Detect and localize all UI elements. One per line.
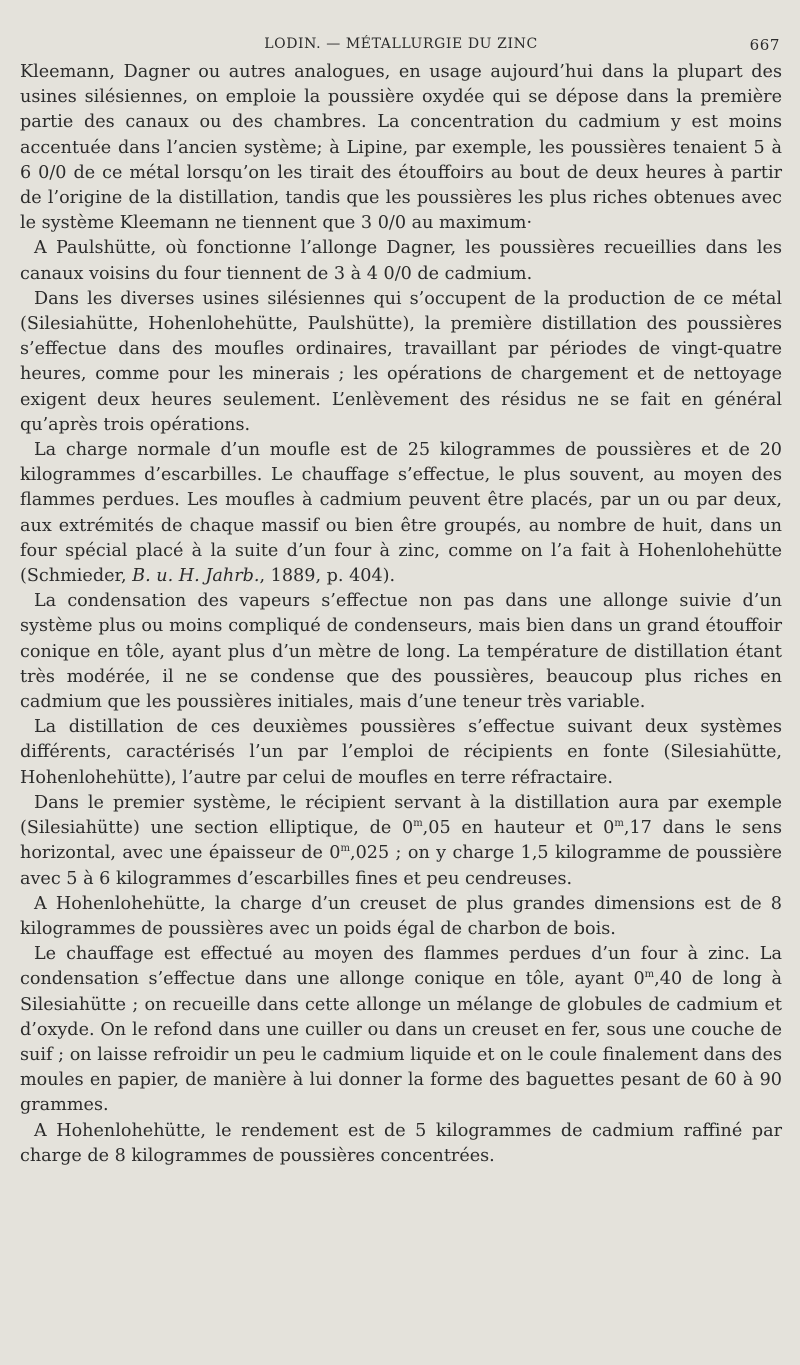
paragraph: La condensation des vapeurs s’effectue non pas dans une allonge suivie d’un système plus ou moins compliqué de condenseurs, mais bien dans un grand étouffoir conique en tôle, ayant plus d’un mètre de long. La température de distillation étant très modérée, il ne se condense que des poussières, beaucoup plus riches en cadmium que les poussières initiales, mais d’une teneur très variable. [20,591,782,713]
running-title: LODIN. — MÉTALLURGIE DU ZINC [264,36,538,52]
paragraph: A Paulshütte, où fonctionne l’allonge Dagner, les poussières recueillies dans les canaux voisins du four tiennent de 3 à 4 0/0 de cadmium. [20,238,782,284]
page-number: 667 [749,36,780,54]
paragraph: A Hohenlohehütte, la charge d’un creuset de plus grandes dimensions est de 8 kilogrammes de poussières avec un poids égal de charbon de bois. [20,893,782,939]
paragraph: Dans les diverses usines silésiennes qui s’occupent de la production de ce métal (Silesiahütte, Hohenlohehütte, Paulshütte), la première distillation des poussières s’effectue dans des moufles ordinaires, travaillant par périodes de vingt-quatre heures, comme pour les minerais ; les opérations de chargement et de nettoyage exigent deux heures seulement. L’enlèvement des résidus ne se fait en général qu’après trois opérations. [20,288,782,435]
paragraph: Dans le premier système, le récipient servant à la distillation aura par exemple (Silesiahütte) une section elliptique, de 0$^m$,05 en hauteur et 0$^m$,17 dans le sens horizontal, avec une épaisseur de 0$^m$,025 ; on y charge 1,5 kilogramme de poussière avec 5 à 6 kilogrammes d’escarbilles fines et peu cendreuses. [20,792,782,889]
paragraph: Kleemann, Dagner ou autres analogues, en usage aujourd’hui dans la plupart des usines silésiennes, on emploie la poussière oxydée qui se dépose dans la première partie des canaux ou des chambres. La concentration du cadmium y est moins accentuée dans l’ancien système; à Lipine, par exemple, les poussières tenaient 5 à 6 0/0 de ce métal lorsqu’on les tirait des étouffoirs au bout de deux heures à partir de l’origine de la distillation, tandis que les poussières les plus riches obtenues avec le système Kleemann ne tiennent que 3 0/0 au maximum· [20,62,782,234]
body-text [20,60,782,1169]
running-head [20,30,782,60]
paragraph: Le chauffage est effectué au moyen des flammes perdues d’un four à zinc. La condensation s’effectue dans une allonge conique en tôle, ayant 0$^m$,40 de long à Silesiahütte ; on recueille dans cette allonge un mélange de globules de cadmium et d’oxyde. On le refond dans une cuiller ou dans un creuset en fer, sous une couche de suif ; on laisse refroidir un peu le cadmium liquide et on le coule finalement dans des moules en papier, de manière à lui donner la forme des baguettes pesant de 60 à 90 grammes. [20,944,782,1116]
paragraph: A Hohenlohehütte, le rendement est de 5 kilogrammes de cadmium raffiné par charge de 8 kilogrammes de poussières concentrées. [20,1120,782,1166]
paragraph: La charge normale d’un moufle est de 25 kilogrammes de poussières et de 20 kilogrammes d’escarbilles. Le chauffage s’effectue, le plus souvent, au moyen des flammes perdues. Les moufles à cadmium peuvent être placés, par un ou par deux, aux extrémités de chaque massif ou bien être groupés, au nombre de huit, dans un four spécial placé à la suite d’un four à zinc, comme on l’a fait à Hohenlohehütte (Schmieder, B. u. H. Jahrb., 1889, p. 404). [20,440,782,587]
paragraph: La distillation de ces deuxièmes poussières s’effectue suivant deux systèmes différents, caractérisés l’un par l’emploi de récipients en fonte (Silesiahütte, Hohenlohehütte), l’autre par celui de moufles en terre réfractaire. [20,717,782,788]
